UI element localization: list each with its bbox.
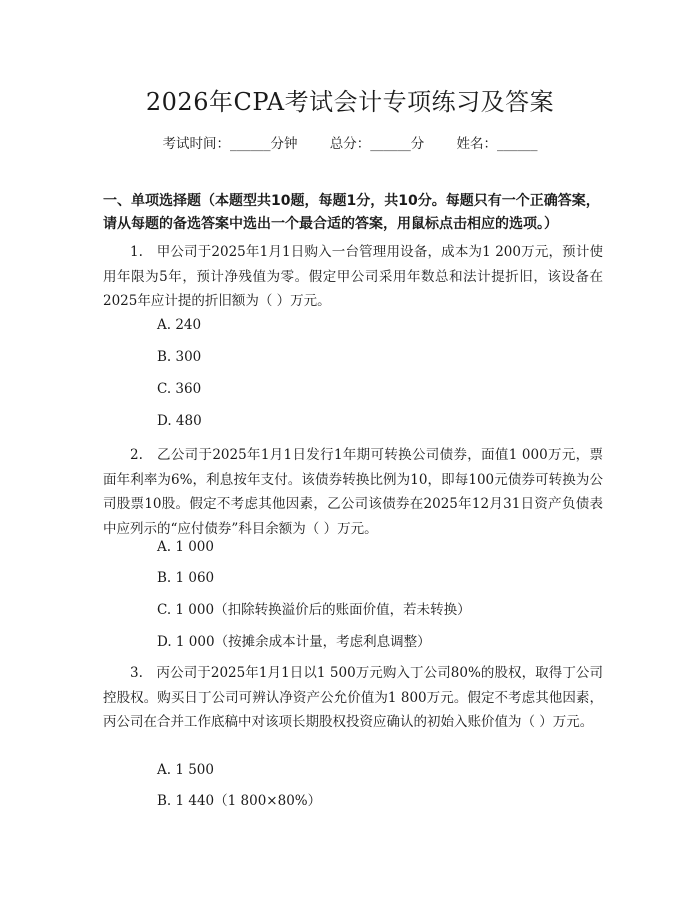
question-2: 2. 乙公司于2025年1月1日发行1年期可转换公司债券，面值1 000万元，票面年利率为6%，利息按年支付。该债券转换比例为10，即每100元债券可转换为公司股票10股。假定不考虑其他因素，乙公司该债券在2025年12月31日资产负债表中应列示的“应付债券”科目余额为（ ）万元。 [103, 447, 603, 537]
question-1: 1. 甲公司于2025年1月1日购入一台管理用设备，成本为1 200万元，预计使用年限为5年，预计净残值为零。假定甲公司采用年数总和法计提折旧，该设备在2025年应计提的折旧额为（ ）万元。 [103, 244, 603, 309]
exam-time-field: 考试时间：______分钟 [162, 136, 298, 152]
question-2-option-d[interactable]: D. 1 000（按摊余成本计量，考虑利息调整） [157, 634, 431, 650]
question-1-option-d[interactable]: D. 480 [157, 413, 202, 429]
question-2-option-c[interactable]: C. 1 000（扣除转换溢价后的账面价值，若未转换） [157, 602, 471, 618]
question-1-option-b[interactable]: B. 300 [157, 349, 202, 365]
student-name-field: 姓名：______ [456, 136, 538, 152]
question-2-option-a[interactable]: A. 1 000 [157, 539, 214, 555]
question-2-option-b[interactable]: B. 1 060 [157, 570, 215, 586]
question-3-option-a[interactable]: A. 1 500 [157, 762, 214, 778]
section-header: 一、单项选择题（本题型共10题，每题1分，共10分。每题只有一个正确答案，请从每题的备选答案中选出一个最合适的答案，用鼠标点击相应的选项。） [103, 193, 600, 232]
question-1-option-a[interactable]: A. 240 [157, 317, 202, 333]
total-score-field: 总分：______分 [329, 136, 425, 152]
question-3: 3. 丙公司于2025年1月1日以1 500万元购入丁公司80%的股权，取得丁公司控股权。购买日丁公司可辨认净资产公允价值为1 800万元。假定不考虑其他因素，丙公司在合并工作底稿中对该项长期股权投资应确认的初始入账价值为（ ）万元。 [103, 665, 603, 730]
question-3-option-b[interactable]: B. 1 440（1 800×80%） [157, 793, 322, 809]
page-title: 2026年CPA考试会计专项练习及答案 [145, 88, 555, 116]
question-1-option-c[interactable]: C. 360 [157, 381, 202, 397]
exam-info-line [0, 132, 700, 152]
